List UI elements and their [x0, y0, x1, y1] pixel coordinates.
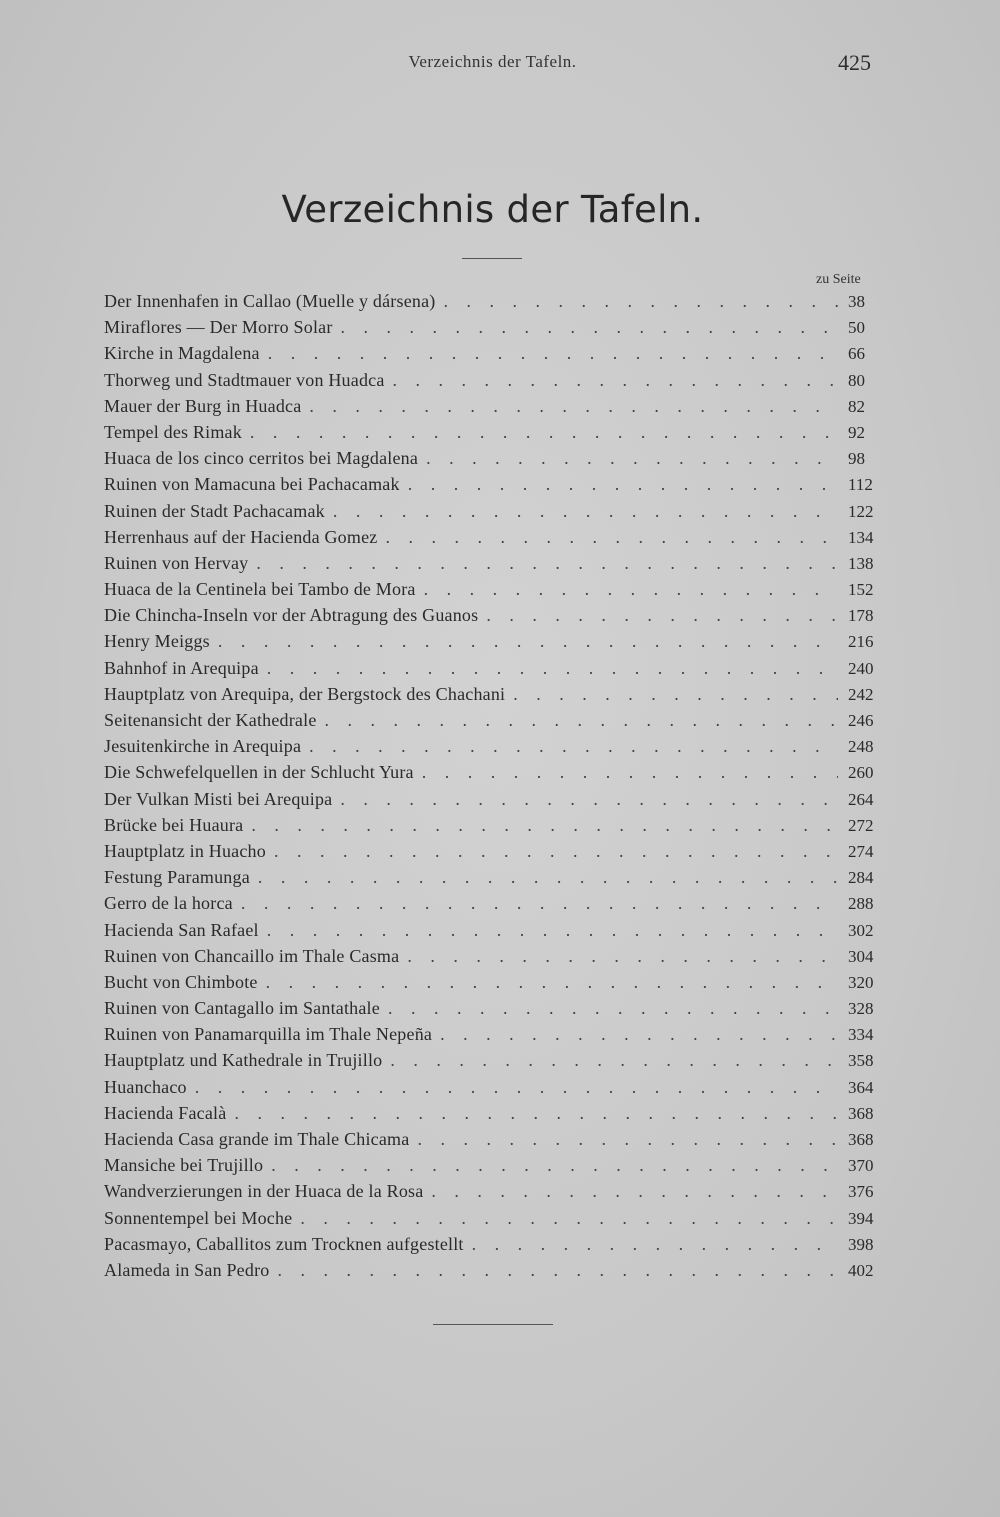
entry-page-number: 122	[848, 501, 874, 521]
list-item	[104, 291, 884, 317]
list-item	[104, 972, 884, 998]
page-number: 425	[838, 50, 871, 75]
entry-title: Pacasmayo, Caballitos zum Trocknen aufgestellt	[104, 1233, 464, 1254]
entry-title: Hauptplatz in Huacho	[104, 840, 266, 861]
list-item	[104, 684, 884, 710]
entry-title: Hacienda Casa grande im Thale Chicama	[104, 1129, 410, 1149]
dot-leader	[464, 1234, 838, 1255]
dot-leader	[325, 501, 838, 522]
entry-title: Mauer der Burg in Huadca	[104, 395, 302, 416]
entry-page-number: 368	[848, 1130, 874, 1149]
list-item	[104, 893, 884, 919]
entry-title: Thorweg und Stadtmauer von Huadca	[104, 369, 385, 390]
list-item	[104, 1208, 884, 1234]
entry-page-number: 402	[848, 1260, 874, 1280]
entry-title: Der Vulkan Misti bei Arequipa	[104, 788, 333, 809]
list-item	[104, 710, 884, 736]
dot-leader	[332, 789, 838, 810]
list-item	[104, 841, 884, 867]
entry-page-number: 50	[848, 318, 865, 338]
entry-title: Ruinen der Stadt Pachacamak	[104, 500, 325, 521]
list-item	[104, 553, 884, 579]
dot-leader	[301, 736, 838, 757]
dot-leader	[250, 867, 838, 888]
list-item	[104, 658, 884, 684]
dot-leader	[409, 1129, 838, 1150]
dot-leader	[380, 998, 838, 1019]
entry-page-number: 138	[848, 553, 874, 573]
entry-page-number: 272	[848, 815, 874, 835]
entry-page-number: 98	[848, 449, 865, 469]
list-item	[104, 631, 884, 657]
entry-page-number: 152	[848, 580, 874, 600]
list-item	[104, 343, 884, 369]
page-title: Verzeichnis der Tafeln.	[281, 188, 704, 231]
entry-title: Seitenansicht der Kathedrale	[104, 710, 317, 730]
entry-page-number: 66	[848, 344, 865, 364]
entry-title: Miraflores — Der Morro Solar	[104, 317, 333, 338]
list-item	[104, 762, 884, 788]
list-item	[104, 815, 884, 841]
dot-leader	[266, 841, 838, 862]
dot-leader	[385, 370, 838, 391]
list-item	[104, 396, 884, 422]
dot-leader	[333, 317, 838, 338]
entry-page-number: 304	[848, 946, 874, 966]
entry-page-number: 302	[848, 920, 874, 940]
entry-title: Hacienda San Rafael	[104, 919, 259, 940]
list-item	[104, 1234, 884, 1260]
entry-title: Mansiche bei Trujillo	[104, 1155, 264, 1176]
end-divider	[433, 1324, 553, 1325]
entry-page-number: 82	[848, 396, 865, 416]
entry-page-number: 178	[848, 606, 874, 626]
list-item	[104, 1129, 884, 1155]
dot-leader	[259, 658, 838, 679]
dot-leader	[233, 893, 838, 914]
dot-leader	[263, 1155, 838, 1176]
list-item	[104, 736, 884, 762]
entry-page-number: 240	[848, 658, 874, 678]
entry-title: Sonnentempel bei Moche	[104, 1207, 293, 1228]
entry-page-number: 284	[848, 868, 874, 888]
dot-leader	[242, 422, 838, 443]
entry-page-number: 370	[848, 1156, 874, 1176]
entry-title: Bucht von Chimbote	[104, 971, 258, 992]
entry-title: Hauptplatz und Kathedrale in Trujillo	[104, 1050, 383, 1071]
dot-leader	[187, 1077, 838, 1098]
dot-leader	[416, 579, 838, 600]
dot-leader	[423, 1181, 838, 1202]
list-item	[104, 789, 884, 815]
list-item	[104, 998, 884, 1024]
entry-page-number: 274	[848, 841, 874, 861]
list-item	[104, 501, 884, 527]
list-item	[104, 920, 884, 946]
list-item	[104, 1077, 884, 1103]
dot-leader	[260, 343, 838, 364]
list-item	[104, 1050, 884, 1076]
dot-leader	[259, 920, 838, 941]
list-item	[104, 867, 884, 893]
entry-title: Huaca de la Centinela bei Tambo de Mora	[104, 579, 416, 600]
entry-title: Wandverzierungen in der Huaca de la Rosa	[104, 1181, 424, 1202]
entry-page-number: 38	[848, 292, 865, 311]
entry-page-number: 112	[848, 475, 873, 495]
dot-leader	[248, 553, 838, 574]
entry-title: Gerro de la horca	[104, 893, 233, 914]
list-item	[104, 370, 884, 396]
entry-title: Brücke bei Huaura	[104, 814, 244, 835]
entry-page-number: 376	[848, 1182, 874, 1202]
entry-page-number: 320	[848, 972, 874, 992]
list-item	[104, 1024, 884, 1050]
entry-title: Tempel des Rimak	[104, 421, 242, 442]
entry-title: Hacienda Facalà	[104, 1102, 227, 1123]
entry-page-number: 80	[848, 370, 865, 390]
list-item	[104, 448, 884, 474]
list-item	[104, 1260, 884, 1286]
entry-title: Alameda in San Pedro	[104, 1259, 270, 1280]
dot-leader	[399, 946, 838, 967]
entry-title: Ruinen von Chancaillo im Thale Casma	[104, 945, 400, 966]
entry-page-number: 364	[848, 1077, 874, 1097]
entry-page-number: 260	[848, 763, 874, 783]
page-column-header: zu Seite	[816, 272, 861, 287]
entry-page-number: 216	[848, 632, 874, 652]
list-item	[104, 1155, 884, 1181]
entry-page-number: 134	[848, 527, 874, 547]
entry-title: Festung Paramunga	[104, 867, 250, 888]
entry-page-number: 264	[848, 789, 874, 809]
entry-page-number: 358	[848, 1051, 874, 1071]
list-item	[104, 527, 884, 553]
list-item	[104, 579, 884, 605]
list-item	[104, 422, 884, 448]
dot-leader	[292, 1208, 838, 1229]
entry-title: Der Innenhafen in Callao (Muelle y dársena)	[104, 291, 436, 311]
dot-leader	[243, 815, 838, 836]
dot-leader	[505, 684, 838, 705]
entry-title: Ruinen von Mamacuna bei Pachacamak	[104, 474, 400, 495]
entry-title: Herrenhaus auf der Hacienda Gomez	[104, 526, 378, 547]
list-item	[104, 605, 884, 631]
entry-title: Ruinen von Cantagallo im Santathale	[104, 998, 380, 1019]
entry-title: Die Schwefelquellen in der Schlucht Yura	[104, 762, 414, 783]
entry-title: Kirche in Magdalena	[104, 343, 260, 364]
entry-title: Jesuitenkirche in Arequipa	[104, 736, 302, 757]
entry-page-number: 398	[848, 1234, 874, 1254]
dot-leader	[269, 1260, 838, 1281]
plates-list	[104, 291, 884, 1286]
entry-title: Huaca de los cinco cerritos bei Magdalena	[104, 448, 419, 469]
entry-title: Hauptplatz von Arequipa, der Bergstock des Chachani	[104, 683, 506, 704]
entry-title: Ruinen von Hervay	[104, 552, 249, 573]
entry-page-number: 92	[848, 422, 865, 442]
dot-leader	[301, 396, 838, 417]
list-item	[104, 1181, 884, 1207]
dot-leader	[226, 1103, 838, 1124]
entry-page-number: 246	[848, 711, 874, 730]
dot-leader	[432, 1024, 838, 1045]
dot-leader	[478, 605, 838, 626]
dot-leader	[435, 291, 838, 312]
entry-page-number: 328	[848, 999, 874, 1019]
entry-page-number: 334	[848, 1025, 874, 1045]
dot-leader	[210, 631, 838, 652]
entry-page-number: 242	[848, 684, 874, 704]
dot-leader	[317, 710, 838, 731]
dot-leader	[400, 474, 838, 495]
entry-page-number: 368	[848, 1103, 874, 1123]
entry-title: Ruinen von Panamarquilla im Thale Nepeña	[104, 1024, 433, 1045]
dot-leader	[418, 448, 838, 469]
dot-leader	[377, 527, 838, 548]
title-divider	[462, 258, 522, 259]
list-item	[104, 946, 884, 972]
list-item	[104, 317, 884, 343]
entry-page-number: 248	[848, 737, 874, 757]
running-title: Verzeichnis der Tafeln.	[408, 52, 577, 71]
list-item	[104, 474, 884, 500]
dot-leader	[258, 972, 838, 993]
entry-title: Henry Meiggs	[104, 631, 210, 652]
entry-title: Bahnhof in Arequipa	[104, 657, 259, 678]
entry-title: Die Chincha-Inseln vor der Abtragung des Guanos	[104, 605, 479, 626]
entry-page-number: 288	[848, 894, 874, 914]
list-item	[104, 1103, 884, 1129]
dot-leader	[414, 762, 838, 783]
entry-page-number: 394	[848, 1208, 874, 1228]
entry-title: Huanchaco	[104, 1076, 187, 1097]
dot-leader	[382, 1050, 838, 1071]
